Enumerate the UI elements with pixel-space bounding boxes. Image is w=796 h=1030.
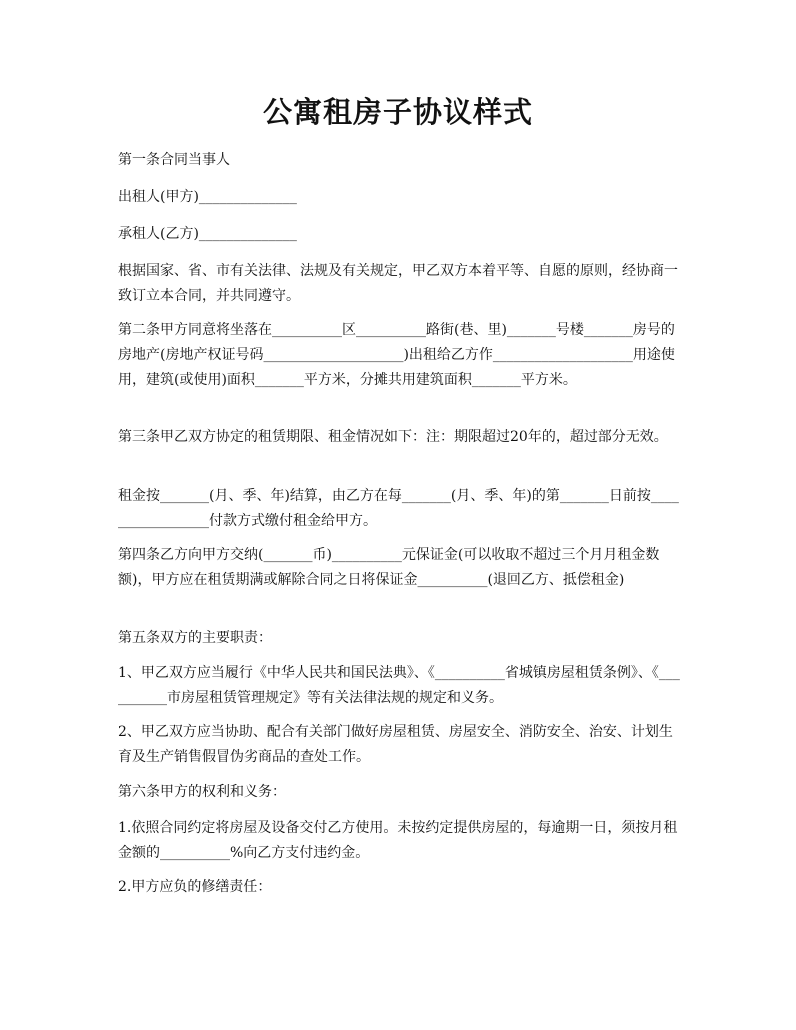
lessee-line: 承租人(乙方)______________ <box>118 226 297 242</box>
document-title: 公寓租房子协议样式 <box>262 95 533 129</box>
clause-2-paragraph: 第二条甲方同意将坐落在__________区__________路街(巷、里)_______号楼_______房号的房地产(房地产权证号码____________________)出租给乙方作____________________用途使用，建筑(或使用)面积_______平方米，分摊共用建筑面积_______平方米。 <box>118 322 675 388</box>
clause-3-paragraph: 第三条甲乙双方协定的租赁期限、租金情况如下：注：期限超过20年的，超过部分无效。 <box>118 429 668 445</box>
clause-5-item-2: 2、甲乙双方应当协助、配合有关部门做好房屋租赁、房屋安全、消防安全、治安、计划生育及生产销售假冒伪劣商品的查处工作。 <box>118 724 673 765</box>
clause-6-item-2: 2.甲方应负的修缮责任： <box>118 879 272 895</box>
clause-6-item-1: 1.依照合同约定将房屋及设备交付乙方使用。未按约定提供房屋的，每逾期一日，须按月租金额的__________%向乙方支付违约金。 <box>118 820 678 861</box>
clause-6-heading: 第六条甲方的权利和义务： <box>118 784 286 800</box>
clause-5-heading: 第五条双方的主要职责： <box>118 630 272 646</box>
clause-4-paragraph: 第四条乙方向甲方交纳(_______币)__________元保证金(可以收取不超过三个月月租金数额)，甲方应在租赁期满或解除合同之日将保证金__________(退回乙方、抵偿租金) <box>118 547 660 588</box>
lessor-line: 出租人(甲方)______________ <box>118 189 297 205</box>
rent-payment-paragraph: 租金按_______(月、季、年)结算，由乙方在每_______(月、季、年)的第_______日前按_________________付款方式缴付租金给甲方。 <box>118 488 679 529</box>
clause-5-item-1: 1、甲乙双方应当履行《中华人民共和国民法典》、《__________省城镇房屋租赁条例》、《__________市房屋租赁管理规定》等有关法律法规的规定和义务。 <box>118 665 680 706</box>
clause-1-heading: 第一条合同当事人 <box>118 152 230 168</box>
preamble-paragraph: 根据国家、省、市有关法律、法规及有关规定，甲乙双方本着平等、自愿的原则，经协商一致订立本合同，并共同遵守。 <box>118 263 678 304</box>
